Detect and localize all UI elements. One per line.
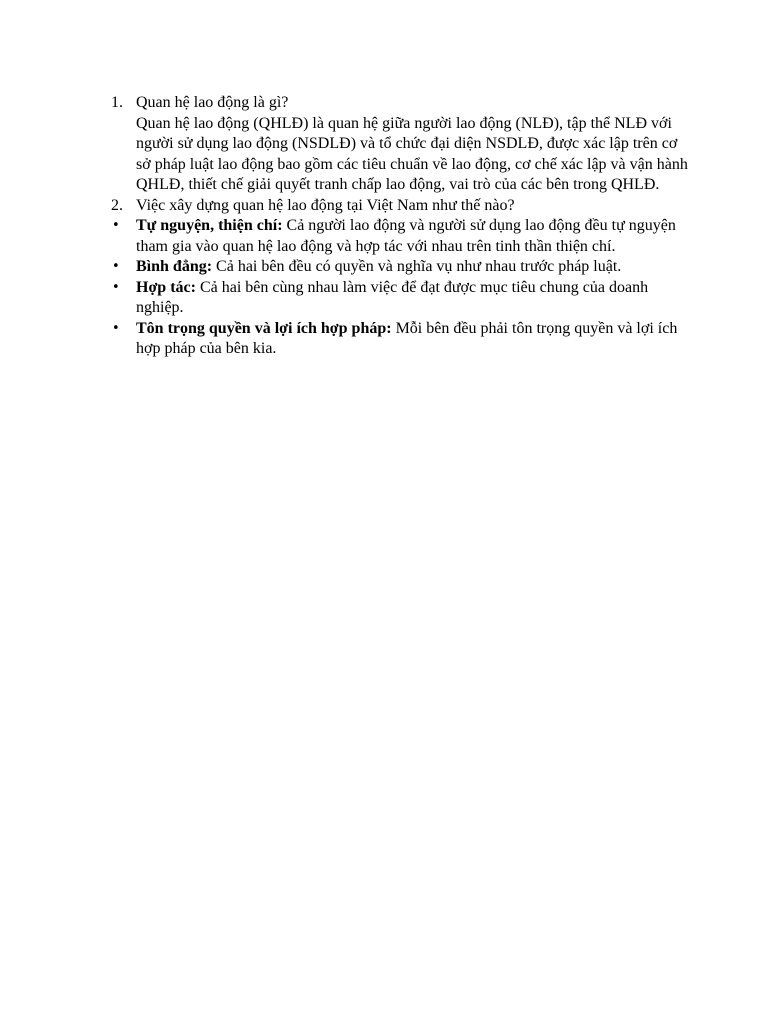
bullet-paragraph [136,319,688,360]
question-text: Việc xây dựng quan hệ lao động tại Việt Nam như thế nào? [136,196,515,214]
list-number: 1. [111,94,123,111]
bullet-icon: • [112,218,120,233]
bullet-paragraph [136,216,688,257]
bullet-term: Tôn trọng quyền và lợi ích hợp pháp: [136,319,392,337]
bullet-paragraph [136,278,688,319]
bullet-text: Mỗi bên đều phải tôn trọng quyền và lợi ích hợp pháp của bên kia. [136,319,678,357]
bullet-term: Bình đẳng: [136,258,213,275]
bullet-text: Cả hai bên đều có quyền và nghĩa vụ như nhau trước pháp luật. [212,258,622,275]
bullet-text: Cả người lao động và người sử dụng lao động đều tự nguyện tham gia vào quan hệ lao động và hợp tác với nhau trên tinh thần thiện chí. [136,217,676,255]
bullet-term: Hợp tác: [136,278,196,296]
list-number: 2. [111,196,123,214]
bullet-term: Tự nguyện, thiện chí: [136,217,283,234]
document-body [108,93,688,360]
bullet-item-voluntary [108,216,688,257]
numbered-item-2 [108,196,688,217]
bullet-item-respect [108,319,688,360]
bullet-paragraph [136,257,688,278]
bullet-icon: • [112,279,120,295]
bullet-item-equality [108,257,688,278]
bullet-icon: • [112,320,120,336]
question-text: Quan hệ lao động là gì? [136,94,289,111]
bullet-item-cooperation [108,278,688,319]
bullet-icon: • [112,259,120,274]
answer-text: Quan hệ lao động (QHLĐ) là quan hệ giữa người lao động (NLĐ), tập thể NLĐ với người sử dụng lao động (NSDLĐ) và tổ chức đại diện NSDLĐ, được xác lập trên cơ sở pháp luật lao động bao gồm các tiêu chuẩn về lao động, cơ chế xác lập và vận hành QHLĐ, thiết chế giải quyết tranh chấp lao động, vai trò của các bên trong QHLĐ. [136,114,688,193]
numbered-item-1 [108,93,688,196]
bullet-text: Cả hai bên cùng nhau làm việc để đạt được mục tiêu chung của doanh nghiệp. [136,278,649,316]
